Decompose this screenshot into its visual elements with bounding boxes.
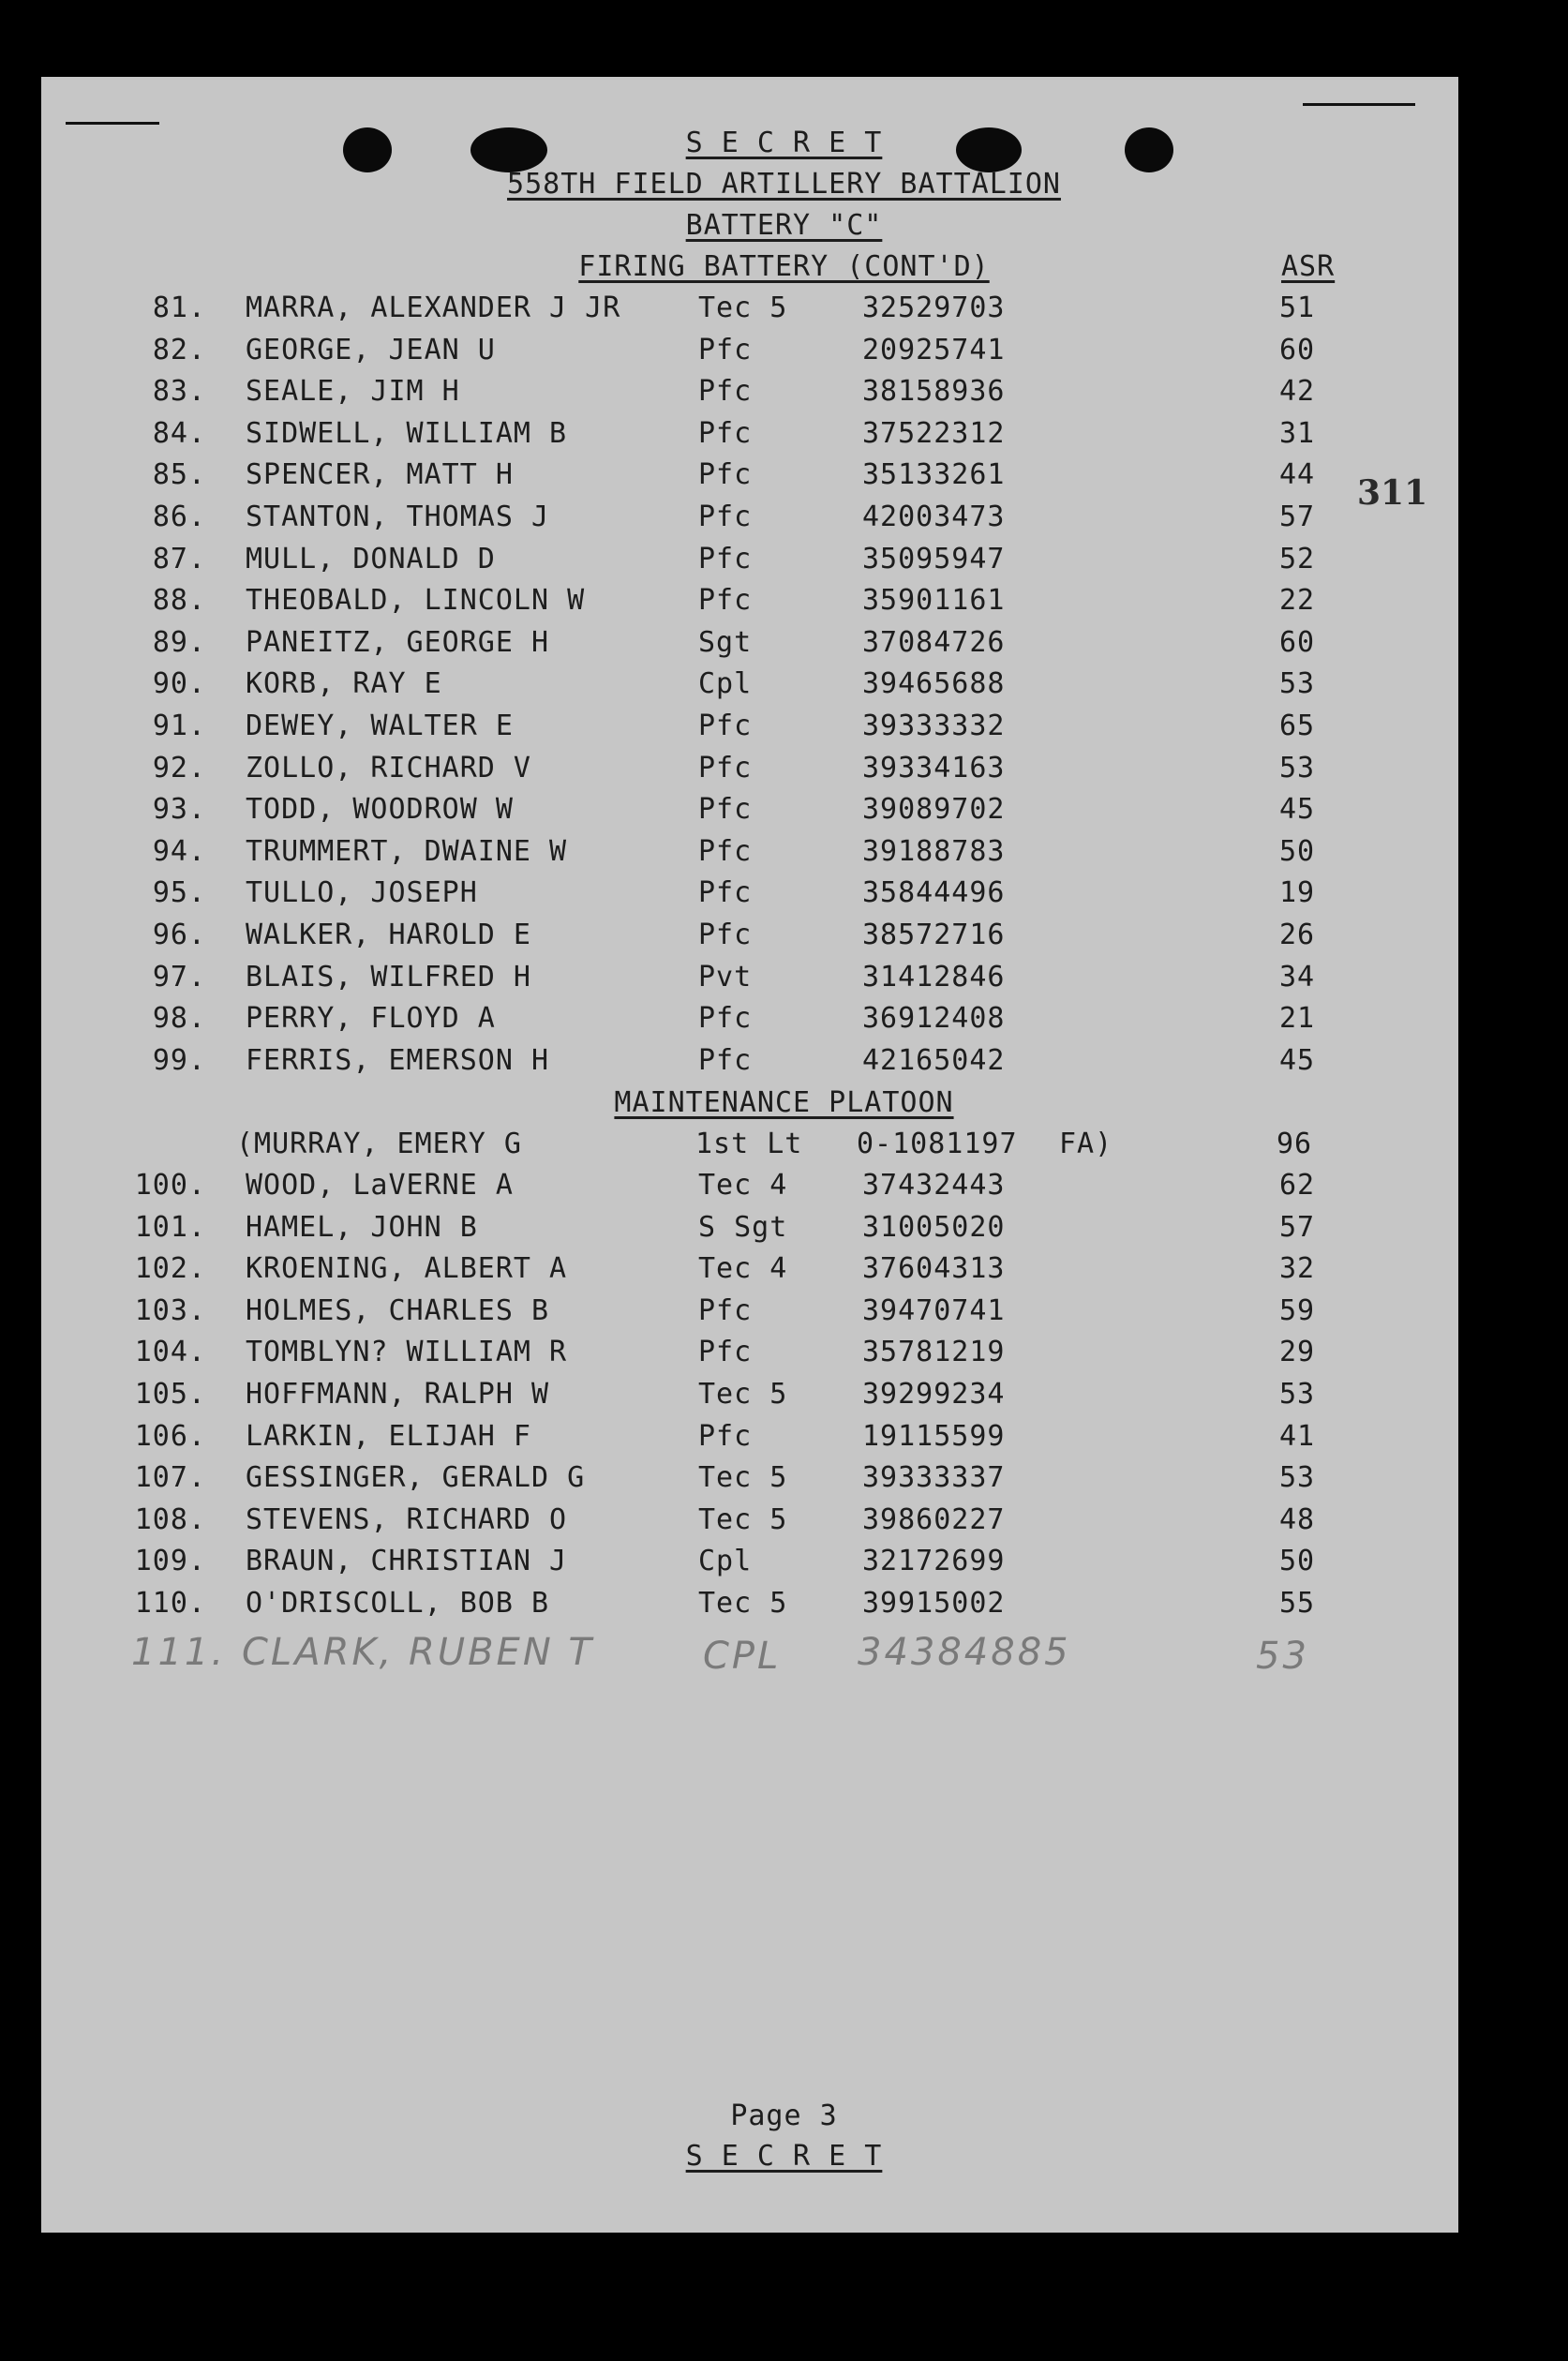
roster-row bbox=[0, 921, 1568, 959]
handwritten-asr: 53 bbox=[1256, 1635, 1309, 1678]
asr-score: 41 bbox=[1279, 1419, 1316, 1453]
row-number: 110. bbox=[134, 1587, 206, 1620]
roster-row bbox=[0, 1043, 1568, 1084]
roster-row bbox=[0, 416, 1568, 457]
soldier-name: SEALE, JIM H bbox=[246, 375, 460, 409]
soldier-rank: Pfc bbox=[698, 1002, 753, 1036]
serial-number: 39470741 bbox=[862, 1293, 1006, 1327]
asr-score: 22 bbox=[1279, 584, 1316, 618]
soldier-rank: Tec 4 bbox=[698, 1169, 788, 1202]
classification-footer: S E C R E T bbox=[685, 2140, 883, 2173]
serial-number: 42165042 bbox=[862, 1043, 1006, 1077]
serial-number: 39188783 bbox=[862, 834, 1006, 868]
row-number: 97. bbox=[152, 960, 206, 994]
roster-row bbox=[0, 333, 1568, 374]
serial-number: 31005020 bbox=[862, 1210, 1006, 1244]
roster-row bbox=[0, 542, 1568, 583]
serial-number: 37522312 bbox=[862, 416, 1006, 450]
soldier-name: MULL, DONALD D bbox=[246, 542, 496, 575]
roster-row bbox=[0, 1293, 1568, 1335]
row-number: 89. bbox=[152, 625, 206, 659]
soldier-name: GEORGE, JEAN U bbox=[246, 333, 496, 366]
roster-row bbox=[0, 1419, 1568, 1460]
soldier-rank: Tec 5 bbox=[698, 1378, 788, 1411]
row-number: 83. bbox=[152, 375, 206, 409]
soldier-rank: Pfc bbox=[698, 375, 753, 409]
soldier-name: O'DRISCOLL, BOB B bbox=[246, 1587, 550, 1620]
asr-score: 31 bbox=[1279, 416, 1316, 450]
row-number: 108. bbox=[134, 1502, 206, 1536]
soldier-name: GESSINGER, GERALD G bbox=[246, 1461, 586, 1495]
row-number: 95. bbox=[152, 876, 206, 910]
roster-row bbox=[0, 751, 1568, 792]
serial-number: 39089702 bbox=[862, 793, 1006, 827]
serial-number: 32172699 bbox=[862, 1545, 1006, 1578]
soldier-name: HOLMES, CHARLES B bbox=[246, 1293, 550, 1327]
soldier-name: SIDWELL, WILLIAM B bbox=[246, 416, 568, 450]
scan-mark bbox=[1303, 103, 1415, 106]
asr-score: 44 bbox=[1279, 458, 1316, 492]
roster-row bbox=[0, 1210, 1568, 1251]
soldier-name: SPENCER, MATT H bbox=[246, 458, 514, 492]
roster-row bbox=[0, 1502, 1568, 1544]
soldier-rank: Sgt bbox=[698, 625, 753, 659]
soldier-name: PERRY, FLOYD A bbox=[246, 1002, 496, 1036]
soldier-rank: Pfc bbox=[698, 458, 753, 492]
soldier-name: TRUMMERT, DWAINE W bbox=[246, 834, 568, 868]
soldier-name: FERRIS, EMERSON H bbox=[246, 1043, 550, 1077]
roster-row bbox=[0, 1547, 1568, 1585]
roster-row bbox=[0, 793, 1568, 833]
soldier-rank: Pfc bbox=[698, 501, 753, 533]
soldier-rank: Pfc bbox=[698, 751, 753, 785]
serial-number: 39334163 bbox=[862, 751, 1006, 785]
row-number: 85. bbox=[152, 458, 206, 492]
soldier-rank: Pfc bbox=[698, 919, 753, 951]
row-number: 101. bbox=[134, 1210, 206, 1244]
asr-score: 50 bbox=[1279, 834, 1316, 868]
soldier-rank: Pfc bbox=[698, 1043, 753, 1077]
row-number: 96. bbox=[152, 919, 206, 951]
row-number: 100. bbox=[134, 1169, 206, 1202]
soldier-name: DEWEY, WALTER E bbox=[246, 710, 514, 742]
row-number: 105. bbox=[134, 1378, 206, 1411]
soldier-rank: Tec 5 bbox=[698, 1461, 788, 1495]
asr-score: 57 bbox=[1279, 501, 1316, 533]
roster-row bbox=[0, 960, 1568, 1001]
serial-number: 35133261 bbox=[862, 458, 1006, 492]
officer-rank: 1st Lt bbox=[695, 1128, 803, 1160]
roster-row bbox=[0, 1252, 1568, 1293]
officer-asr: 96 bbox=[1277, 1128, 1313, 1160]
asr-score: 45 bbox=[1279, 1043, 1316, 1077]
row-number: 88. bbox=[152, 584, 206, 618]
serial-number: 36912408 bbox=[862, 1002, 1006, 1036]
row-number: 93. bbox=[152, 793, 206, 827]
soldier-name: TODD, WOODROW W bbox=[246, 793, 514, 827]
officer-serial: 0-1081197 bbox=[857, 1128, 1018, 1160]
unit-title: 558TH FIELD ARTILLERY BATTALION bbox=[507, 168, 1061, 201]
asr-score: 34 bbox=[1279, 960, 1316, 994]
serial-number: 31412846 bbox=[862, 960, 1006, 994]
asr-score: 50 bbox=[1279, 1545, 1316, 1578]
soldier-rank: Tec 4 bbox=[698, 1252, 788, 1286]
maintenance-title: MAINTENANCE PLATOON bbox=[614, 1086, 954, 1119]
soldier-rank: Pfc bbox=[698, 834, 753, 868]
soldier-name: TULLO, JOSEPH bbox=[246, 876, 478, 910]
asr-score: 53 bbox=[1279, 751, 1316, 785]
serial-number: 39465688 bbox=[862, 667, 1006, 701]
serial-number: 39915002 bbox=[862, 1587, 1006, 1620]
asr-score: 53 bbox=[1279, 1461, 1316, 1495]
officer-branch: FA) bbox=[1059, 1128, 1113, 1160]
soldier-name: MARRA, ALEXANDER J JR bbox=[246, 291, 621, 324]
serial-number: 42003473 bbox=[862, 501, 1006, 533]
serial-number: 37432443 bbox=[862, 1169, 1006, 1202]
serial-number: 39333337 bbox=[862, 1461, 1006, 1495]
soldier-name: PANEITZ, GEORGE H bbox=[246, 625, 550, 659]
asr-score: 45 bbox=[1279, 793, 1316, 827]
classification-header: S E C R E T bbox=[685, 127, 883, 159]
serial-number: 20925741 bbox=[862, 333, 1006, 366]
row-number: 107. bbox=[134, 1461, 206, 1495]
roster-row bbox=[0, 712, 1568, 750]
soldier-name: TOMBLYN? WILLIAM R bbox=[246, 1336, 568, 1369]
asr-score: 62 bbox=[1279, 1169, 1316, 1202]
row-number: 104. bbox=[134, 1336, 206, 1369]
row-number: 84. bbox=[152, 416, 206, 450]
soldier-rank: Pfc bbox=[698, 1293, 753, 1327]
scan-mark bbox=[66, 122, 159, 125]
roster-row bbox=[0, 458, 1568, 499]
serial-number: 35095947 bbox=[862, 542, 1006, 575]
soldier-name: WOOD, LaVERNE A bbox=[246, 1169, 514, 1202]
serial-number: 32529703 bbox=[862, 291, 1006, 324]
asr-score: 65 bbox=[1279, 710, 1316, 742]
soldier-rank: Pfc bbox=[698, 1336, 753, 1369]
asr-score: 51 bbox=[1279, 291, 1316, 324]
asr-score: 42 bbox=[1279, 375, 1316, 409]
serial-number: 38158936 bbox=[862, 375, 1006, 409]
row-number: 103. bbox=[134, 1293, 206, 1327]
officer-row bbox=[0, 1130, 1568, 1168]
soldier-name: ZOLLO, RICHARD V bbox=[246, 751, 531, 785]
row-number: 106. bbox=[134, 1419, 206, 1453]
row-number: 90. bbox=[152, 667, 206, 701]
soldier-name: KORB, RAY E bbox=[246, 667, 442, 701]
asr-score: 55 bbox=[1279, 1587, 1316, 1620]
asr-score: 57 bbox=[1279, 1210, 1316, 1244]
serial-number: 35781219 bbox=[862, 1336, 1006, 1369]
page-number: Page 3 bbox=[730, 2099, 838, 2132]
soldier-name: STANTON, THOMAS J bbox=[246, 501, 550, 533]
asr-score: 32 bbox=[1279, 1252, 1316, 1286]
asr-score: 48 bbox=[1279, 1502, 1316, 1536]
soldier-rank: Tec 5 bbox=[698, 1587, 788, 1620]
roster-row bbox=[0, 1378, 1568, 1418]
soldier-rank: Tec 5 bbox=[698, 1502, 788, 1536]
soldier-name: BRAUN, CHRISTIAN J bbox=[246, 1545, 568, 1578]
asr-score: 29 bbox=[1279, 1336, 1316, 1369]
serial-number: 39333332 bbox=[862, 710, 1006, 742]
soldier-name: BLAIS, WILFRED H bbox=[246, 960, 531, 994]
soldier-name: WALKER, HAROLD E bbox=[246, 919, 531, 951]
row-number: 102. bbox=[134, 1252, 206, 1286]
row-number: 94. bbox=[152, 834, 206, 868]
asr-score: 53 bbox=[1279, 667, 1316, 701]
row-number: 91. bbox=[152, 710, 206, 742]
handwritten-serial: 34384885 bbox=[858, 1631, 1071, 1674]
row-number: 98. bbox=[152, 1002, 206, 1036]
soldier-rank: Pfc bbox=[698, 333, 753, 366]
row-number: 99. bbox=[152, 1043, 206, 1077]
soldier-rank: Pfc bbox=[698, 710, 753, 742]
handwritten-name: CLARK, RUBEN T bbox=[242, 1631, 594, 1674]
roster-row bbox=[0, 625, 1568, 666]
asr-score: 60 bbox=[1279, 625, 1316, 659]
soldier-name: THEOBALD, LINCOLN W bbox=[246, 584, 586, 618]
officer-name: (MURRAY, EMERY G bbox=[236, 1128, 522, 1160]
roster-row bbox=[0, 503, 1568, 541]
asr-column-header: ASR bbox=[1281, 250, 1336, 283]
serial-number: 37084726 bbox=[862, 625, 1006, 659]
soldier-rank: Pvt bbox=[698, 960, 753, 994]
serial-number: 38572716 bbox=[862, 919, 1006, 951]
soldier-rank: S Sgt bbox=[698, 1210, 788, 1244]
serial-number: 37604313 bbox=[862, 1252, 1006, 1286]
soldier-name: STEVENS, RICHARD O bbox=[246, 1502, 568, 1536]
soldier-rank: Pfc bbox=[698, 584, 753, 618]
row-number: 82. bbox=[152, 333, 206, 366]
row-number: 81. bbox=[152, 291, 206, 324]
soldier-name: HAMEL, JOHN B bbox=[246, 1210, 478, 1244]
soldier-rank: Tec 5 bbox=[698, 291, 788, 324]
roster-row bbox=[0, 1002, 1568, 1042]
roster-row bbox=[0, 667, 1568, 708]
roster-row bbox=[0, 584, 1568, 624]
soldier-rank: Pfc bbox=[698, 876, 753, 910]
battery-title: BATTERY "C" bbox=[685, 209, 883, 242]
asr-score: 53 bbox=[1279, 1378, 1316, 1411]
soldier-rank: Cpl bbox=[698, 1545, 753, 1578]
roster-row bbox=[0, 1169, 1568, 1209]
asr-score: 60 bbox=[1279, 333, 1316, 366]
row-number: 86. bbox=[152, 501, 206, 533]
asr-score: 19 bbox=[1279, 876, 1316, 910]
soldier-rank: Pfc bbox=[698, 793, 753, 827]
soldier-rank: Pfc bbox=[698, 542, 753, 575]
handwritten-rank: CPL bbox=[703, 1635, 782, 1678]
serial-number: 35901161 bbox=[862, 584, 1006, 618]
serial-number: 39299234 bbox=[862, 1378, 1006, 1411]
roster-row bbox=[0, 876, 1568, 917]
soldier-rank: Cpl bbox=[698, 667, 753, 701]
roster-row bbox=[0, 291, 1568, 332]
row-number: 87. bbox=[152, 542, 206, 575]
roster-row bbox=[0, 834, 1568, 875]
asr-score: 59 bbox=[1279, 1293, 1316, 1327]
asr-score: 21 bbox=[1279, 1002, 1316, 1036]
soldier-name: KROENING, ALBERT A bbox=[246, 1252, 568, 1286]
roster-row bbox=[0, 1587, 1568, 1627]
serial-number: 19115599 bbox=[862, 1419, 1006, 1453]
margin-page-number: 311 bbox=[1357, 473, 1428, 513]
soldier-rank: Pfc bbox=[698, 416, 753, 450]
roster-row bbox=[0, 1461, 1568, 1502]
roster-row bbox=[0, 1338, 1568, 1376]
row-number: 109. bbox=[134, 1545, 206, 1578]
soldier-rank: Pfc bbox=[698, 1419, 753, 1453]
roster-row bbox=[0, 375, 1568, 415]
soldier-name: LARKIN, ELIJAH F bbox=[246, 1419, 531, 1453]
serial-number: 39860227 bbox=[862, 1502, 1006, 1536]
soldier-name: HOFFMANN, RALPH W bbox=[246, 1378, 550, 1411]
asr-score: 52 bbox=[1279, 542, 1316, 575]
row-number: 92. bbox=[152, 751, 206, 785]
handwritten-num: 111. bbox=[131, 1631, 227, 1674]
section-title: FIRING BATTERY (CONT'D) bbox=[578, 250, 990, 283]
serial-number: 35844496 bbox=[862, 876, 1006, 910]
asr-score: 26 bbox=[1279, 919, 1316, 951]
